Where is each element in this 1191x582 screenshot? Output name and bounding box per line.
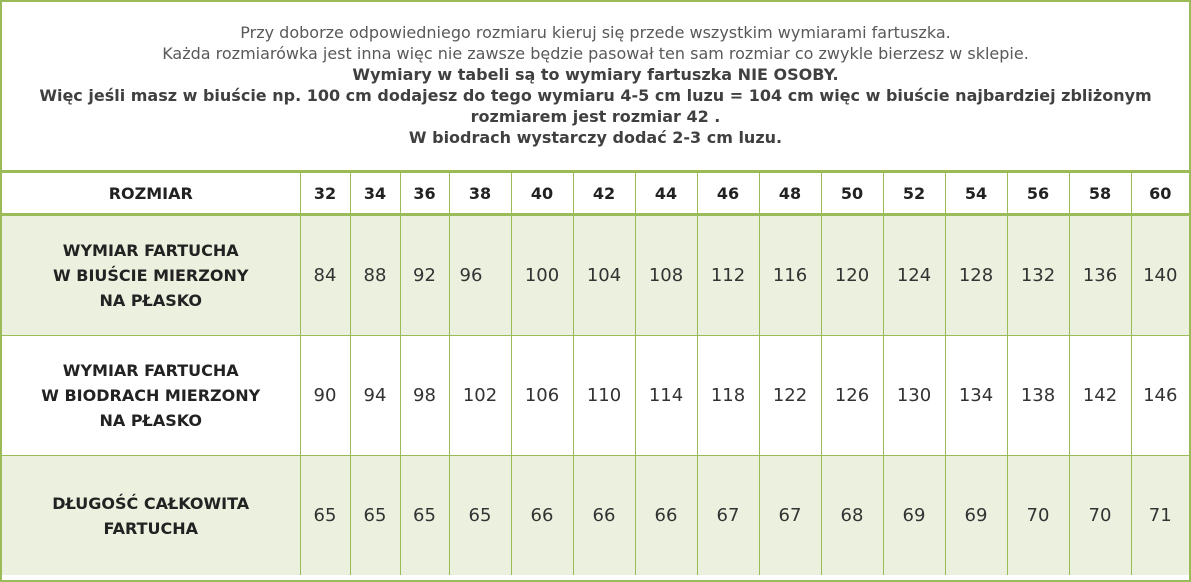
size-header-56: 56 <box>1007 173 1069 215</box>
measurement-cell: 96 <box>449 215 511 336</box>
measurement-cell: 68 <box>821 456 883 576</box>
size-header-36: 36 <box>400 173 449 215</box>
measurement-cell: 106 <box>511 336 573 456</box>
measurement-cell: 65 <box>350 456 400 576</box>
measurement-cell: 130 <box>883 336 945 456</box>
row-label-line: DŁUGOŚĆ CAŁKOWITA <box>52 493 250 513</box>
row-label-line: WYMIAR FARTUCHA <box>62 241 239 260</box>
note-line-3: Wymiary w tabeli są to wymiary fartuszka NIE OSOBY. <box>352 65 839 84</box>
measurement-cell: 136 <box>1069 215 1131 336</box>
row-label <box>2 215 300 336</box>
measurement-cell: 112 <box>697 215 759 336</box>
size-header-46: 46 <box>697 173 759 215</box>
measurement-cell: 65 <box>300 456 350 576</box>
size-header-54: 54 <box>945 173 1007 215</box>
measurement-cell: 67 <box>697 456 759 576</box>
measurement-cell: 114 <box>635 336 697 456</box>
hip-row <box>2 336 1189 456</box>
measurement-cell: 65 <box>449 456 511 576</box>
measurement-cell: 66 <box>573 456 635 576</box>
size-header-58: 58 <box>1069 173 1131 215</box>
measurement-cell: 67 <box>759 456 821 576</box>
measurement-cell: 120 <box>821 215 883 336</box>
size-header-34: 34 <box>350 173 400 215</box>
measurement-cell: 66 <box>511 456 573 576</box>
size-header-label: ROZMIAR <box>2 173 300 215</box>
measurement-cell: 124 <box>883 215 945 336</box>
row-label-line: NA PŁASKO <box>99 291 203 310</box>
row-label-line: NA PŁASKO <box>99 411 203 430</box>
measurement-cell: 102 <box>449 336 511 456</box>
measurement-cell: 126 <box>821 336 883 456</box>
measurement-cell: 100 <box>511 215 573 336</box>
size-header-44: 44 <box>635 173 697 215</box>
measurement-cell: 140 <box>1131 215 1189 336</box>
measurement-cell: 110 <box>573 336 635 456</box>
measurement-cell: 142 <box>1069 336 1131 456</box>
measurement-cell: 71 <box>1131 456 1189 576</box>
size-header-row <box>2 173 1189 215</box>
note-line-2: Każda rozmiarówka jest inna więc nie zawsze będzie pasował ten sam rozmiar co zwykle bierzesz w sklepie. <box>162 44 1029 63</box>
measurement-cell: 84 <box>300 215 350 336</box>
row-label <box>2 336 300 456</box>
measurement-cell: 146 <box>1131 336 1189 456</box>
size-table-body <box>2 215 1189 576</box>
measurement-cell: 138 <box>1007 336 1069 456</box>
size-header-42: 42 <box>573 173 635 215</box>
note-line-4: Więc jeśli masz w biuście np. 100 cm dodajesz do tego wymiaru 4-5 cm luzu = 104 cm więc w biuście najbardziej zbliżonym rozmiarem jest rozmiar 42 . <box>39 86 1152 126</box>
sizing-notes <box>2 2 1189 173</box>
size-header-38: 38 <box>449 173 511 215</box>
size-table <box>2 173 1189 575</box>
measurement-cell: 88 <box>350 215 400 336</box>
size-header-52: 52 <box>883 173 945 215</box>
measurement-cell: 132 <box>1007 215 1069 336</box>
measurement-cell: 108 <box>635 215 697 336</box>
measurement-cell: 134 <box>945 336 1007 456</box>
bust-row <box>2 215 1189 336</box>
row-label-line: FARTUCHA <box>103 518 198 538</box>
size-header-50: 50 <box>821 173 883 215</box>
size-header-32: 32 <box>300 173 350 215</box>
measurement-cell: 104 <box>573 215 635 336</box>
measurement-cell: 118 <box>697 336 759 456</box>
measurement-cell: 92 <box>400 215 449 336</box>
measurement-cell: 122 <box>759 336 821 456</box>
measurement-cell: 90 <box>300 336 350 456</box>
measurement-cell: 69 <box>883 456 945 576</box>
measurement-cell: 66 <box>635 456 697 576</box>
row-label-line: WYMIAR FARTUCHA <box>62 361 239 380</box>
size-header-48: 48 <box>759 173 821 215</box>
measurement-cell: 128 <box>945 215 1007 336</box>
size-header-60: 60 <box>1131 173 1189 215</box>
measurement-cell: 70 <box>1069 456 1131 576</box>
size-header-40: 40 <box>511 173 573 215</box>
row-label-line: W BIUŚCIE MIERZONY <box>53 266 249 285</box>
measurement-cell: 65 <box>400 456 449 576</box>
measurement-cell: 94 <box>350 336 400 456</box>
note-line-1: Przy doborze odpowiedniego rozmiaru kieruj się przede wszystkim wymiarami fartuszka. <box>240 23 951 42</box>
row-label <box>2 456 300 576</box>
row-label-line: W BIODRACH MIERZONY <box>41 386 261 405</box>
measurement-cell: 70 <box>1007 456 1069 576</box>
measurement-cell: 116 <box>759 215 821 336</box>
length-row <box>2 456 1189 576</box>
measurement-cell: 69 <box>945 456 1007 576</box>
note-line-5: W biodrach wystarczy dodać 2-3 cm luzu. <box>408 128 783 147</box>
measurement-cell: 98 <box>400 336 449 456</box>
